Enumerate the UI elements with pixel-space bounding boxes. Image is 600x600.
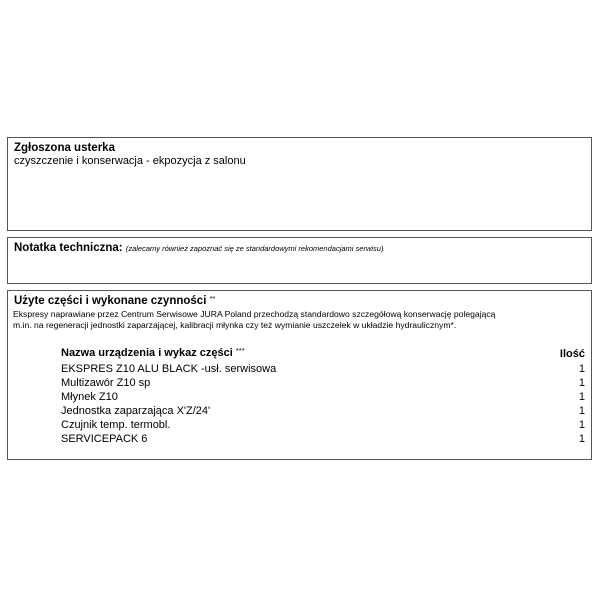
part-qty: 1	[578, 433, 585, 445]
reported-issue-section	[7, 137, 592, 231]
part-name: SERVICEPACK 6	[61, 433, 148, 445]
parts-column-name-header	[61, 347, 245, 359]
parts-title-line	[14, 295, 215, 307]
part-name: EKSPRES Z10 ALU BLACK -usł. serwisowa	[61, 363, 277, 375]
parts-description-line-1: Ekspresy naprawiane przez Centrum Serwisowe JURA Poland przechodzą standardowo szczegółową konserwację polegającą	[13, 309, 496, 319]
part-name: Młynek Z10	[61, 391, 118, 403]
part-qty: 1	[578, 363, 585, 375]
parts-row	[61, 391, 585, 405]
part-qty: 1	[578, 405, 585, 417]
parts-title-footnote-mark: **	[209, 294, 216, 303]
part-qty: 1	[578, 419, 585, 431]
parts-title: Użyte części i wykonane czynności	[14, 295, 207, 307]
part-name: Multizawór Z10 sp	[61, 377, 151, 389]
part-qty: 1	[578, 377, 585, 389]
parts-column-qty-header: Ilość	[559, 348, 585, 360]
parts-row	[61, 405, 585, 419]
reported-issue-text: czyszczenie i konserwacja - ekpozycja z salonu	[14, 155, 246, 167]
technical-note-title: Notatka techniczna:	[14, 242, 123, 254]
parts-section	[7, 290, 592, 460]
parts-row	[61, 377, 585, 391]
parts-column-name-label: Nazwa urządzenia i wykaz części	[61, 347, 233, 359]
parts-column-name-footnote-mark: ***	[235, 346, 245, 355]
technical-note-section	[7, 237, 592, 284]
parts-row	[61, 419, 585, 433]
reported-issue-title: Zgłoszona usterka	[14, 142, 115, 154]
technical-note-hint: (zalecamy również zapoznać się ze standardowymi rekomendacjami serwisu)	[125, 244, 384, 253]
parts-description-line-2: m.in. na regeneracji jednostki zaparzającej, kalibracji młynka czy też wymianie uszczelek w układzie hydraulicznym*.	[13, 320, 457, 330]
parts-row	[61, 433, 585, 447]
technical-note-title-line	[14, 242, 383, 254]
part-name: Jednostka zaparzająca X'Z/24'	[61, 405, 211, 417]
parts-row	[61, 363, 585, 377]
part-qty: 1	[578, 391, 585, 403]
part-name: Czujnik temp. termobl.	[61, 419, 171, 431]
